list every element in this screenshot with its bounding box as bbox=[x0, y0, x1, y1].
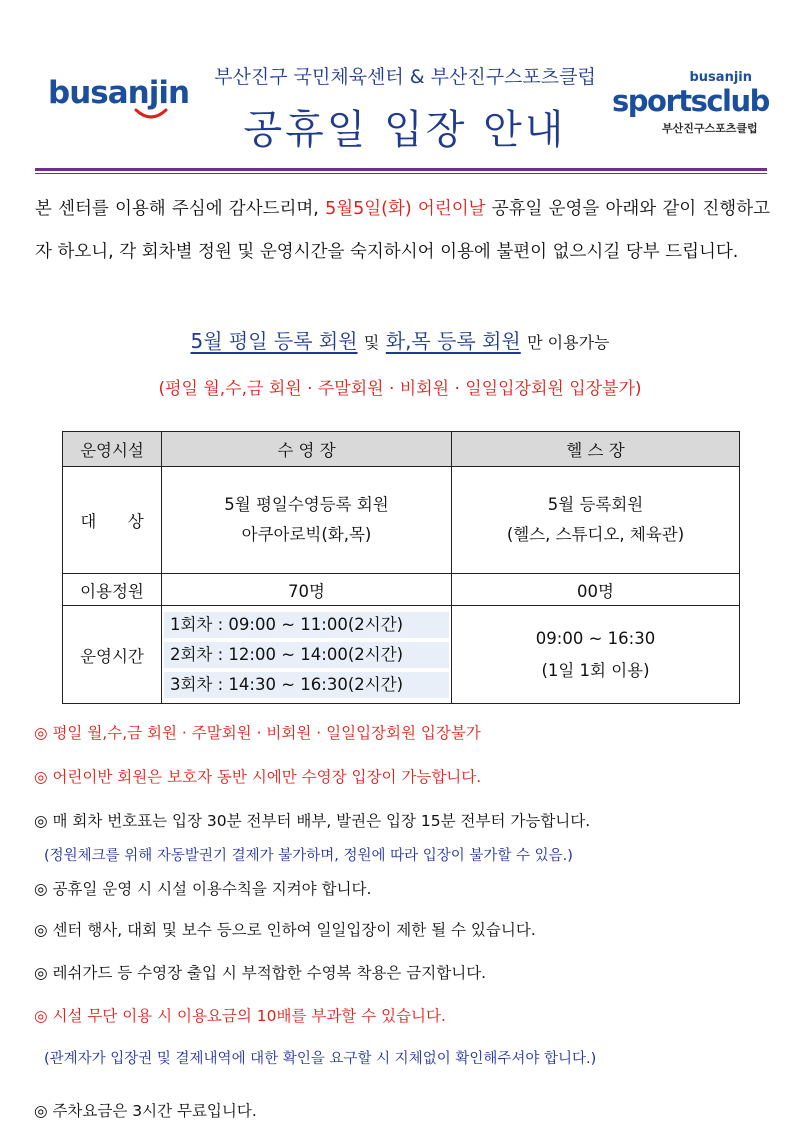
sportsclub-logo-small-text: busanjin bbox=[689, 70, 752, 85]
pool-target bbox=[162, 467, 452, 574]
table-header-row bbox=[63, 432, 740, 467]
header-divider-thin bbox=[35, 173, 767, 174]
page-title: 공휴일 입장 안내 bbox=[243, 107, 567, 153]
hours-label: 운영시간 bbox=[63, 606, 162, 704]
sportsclub-logo bbox=[612, 70, 769, 138]
note-rules: ◎ 공휴일 운영 시 시설 이용수칙을 지켜야 합니다. bbox=[34, 880, 372, 898]
gym-target-line1: 5월 등록회원 bbox=[547, 495, 644, 514]
gym-target-line2: (헬스, 스튜디오, 체육관) bbox=[506, 525, 685, 544]
note-tickets: ◎ 매 회차 번호표는 입장 30분 전부터 배부, 발권은 입장 15분 전부터 가능합니다. bbox=[34, 812, 591, 830]
excluded-members-notice: (평일 월,수,금 회원 · 주말회원 · 비회원 · 일일입장회원 입장불가) bbox=[158, 379, 642, 399]
note-excluded: ◎ 평일 월,수,금 회원 · 주말회원 · 비회원 · 일일입장회원 입장불가 bbox=[34, 724, 481, 742]
sportsclub-logo-korean: 부산진구스포츠클럽 bbox=[662, 122, 758, 135]
target-label: 대 상 bbox=[63, 467, 162, 574]
header-facility: 운영시설 bbox=[63, 432, 162, 467]
eligible-conj: 및 bbox=[363, 333, 380, 352]
gym-hours bbox=[452, 606, 740, 704]
gym-hours-line2: (1일 1회 이용) bbox=[541, 660, 650, 680]
gym-hours-line1: 09:00 ~ 16:30 bbox=[535, 628, 656, 648]
pool-target-line2: 아쿠아로빅(화,목) bbox=[241, 525, 372, 544]
note-parking: ◎ 주차요금은 3시간 무료입니다. bbox=[34, 1102, 257, 1120]
table-row-capacity bbox=[63, 574, 740, 606]
eligible-members-1: 5월 평일 등록 회원 bbox=[190, 329, 358, 353]
note-children: ◎ 어린이반 회원은 보호자 동반 시에만 수영장 입장이 가능합니다. bbox=[34, 768, 482, 786]
intro-text-1: 본 센터를 이용해 주심에 감사드리며, bbox=[35, 199, 326, 219]
sportsclub-logo-text: sportsclub bbox=[612, 84, 769, 118]
note-restrictions: ◎ 센터 행사, 대회 및 보수 등으로 인하여 일일입장이 제한 될 수 있습니다. bbox=[34, 921, 536, 939]
note-penalty: ◎ 시설 무단 이용 시 이용요금의 10배를 부과할 수 있습니다. bbox=[34, 1007, 446, 1025]
capacity-label: 이용정원 bbox=[63, 574, 162, 606]
table-row-target bbox=[63, 467, 740, 574]
pool-capacity: 70명 bbox=[162, 574, 452, 606]
eligible-members-notice bbox=[0, 325, 800, 354]
intro-text-2: 공휴일 운영을 아래와 같이 진행하고자 하오니, 각 회차별 정원 및 운영시간을 숙지하시어 이용에 불편이 없으시길 당부 드립니다. bbox=[35, 199, 771, 262]
intro-highlight-date: 5월5일(화) 어린이날 bbox=[325, 199, 486, 219]
gym-target bbox=[452, 467, 740, 574]
header-pool: 수 영 장 bbox=[162, 432, 452, 467]
smile-icon bbox=[134, 108, 168, 120]
eligible-suffix: 만 이용가능 bbox=[527, 333, 610, 352]
pool-sessions bbox=[162, 606, 452, 704]
pool-target-line1: 5월 평일수영등록 회원 bbox=[224, 495, 389, 514]
pool-session-3: 3회차 : 14:30 ~ 16:30(2시간) bbox=[164, 672, 449, 698]
header-gym: 헬 스 장 bbox=[452, 432, 740, 467]
note-penalty-detail: (관계자가 입장권 및 결제내역에 대한 확인을 요구할 시 지체없이 확인해주셔야 합니다.) bbox=[44, 1051, 597, 1067]
busanjin-logo-text: busanjin bbox=[48, 75, 190, 111]
header-divider bbox=[35, 168, 767, 171]
header-subtitle: 부산진구 국민체육센터 & 부산진구스포츠클럽 bbox=[214, 66, 596, 88]
eligible-members-2: 화,목 등록 회원 bbox=[385, 329, 521, 353]
table-row-hours bbox=[63, 606, 740, 704]
pool-session-1: 1회차 : 09:00 ~ 11:00(2시간) bbox=[164, 612, 449, 638]
gym-capacity: 00명 bbox=[452, 574, 740, 606]
intro-paragraph bbox=[35, 188, 770, 274]
note-tickets-detail: (정원체크를 위해 자동발권기 결제가 불가하며, 정원에 따라 입장이 불가할 수 있음.) bbox=[44, 848, 573, 864]
schedule-table bbox=[62, 431, 740, 704]
busanjin-logo bbox=[48, 76, 188, 132]
note-swimwear: ◎ 레쉬가드 등 수영장 출입 시 부적합한 수영복 착용은 금지합니다. bbox=[34, 964, 487, 982]
pool-session-2: 2회차 : 12:00 ~ 14:00(2시간) bbox=[164, 642, 449, 668]
